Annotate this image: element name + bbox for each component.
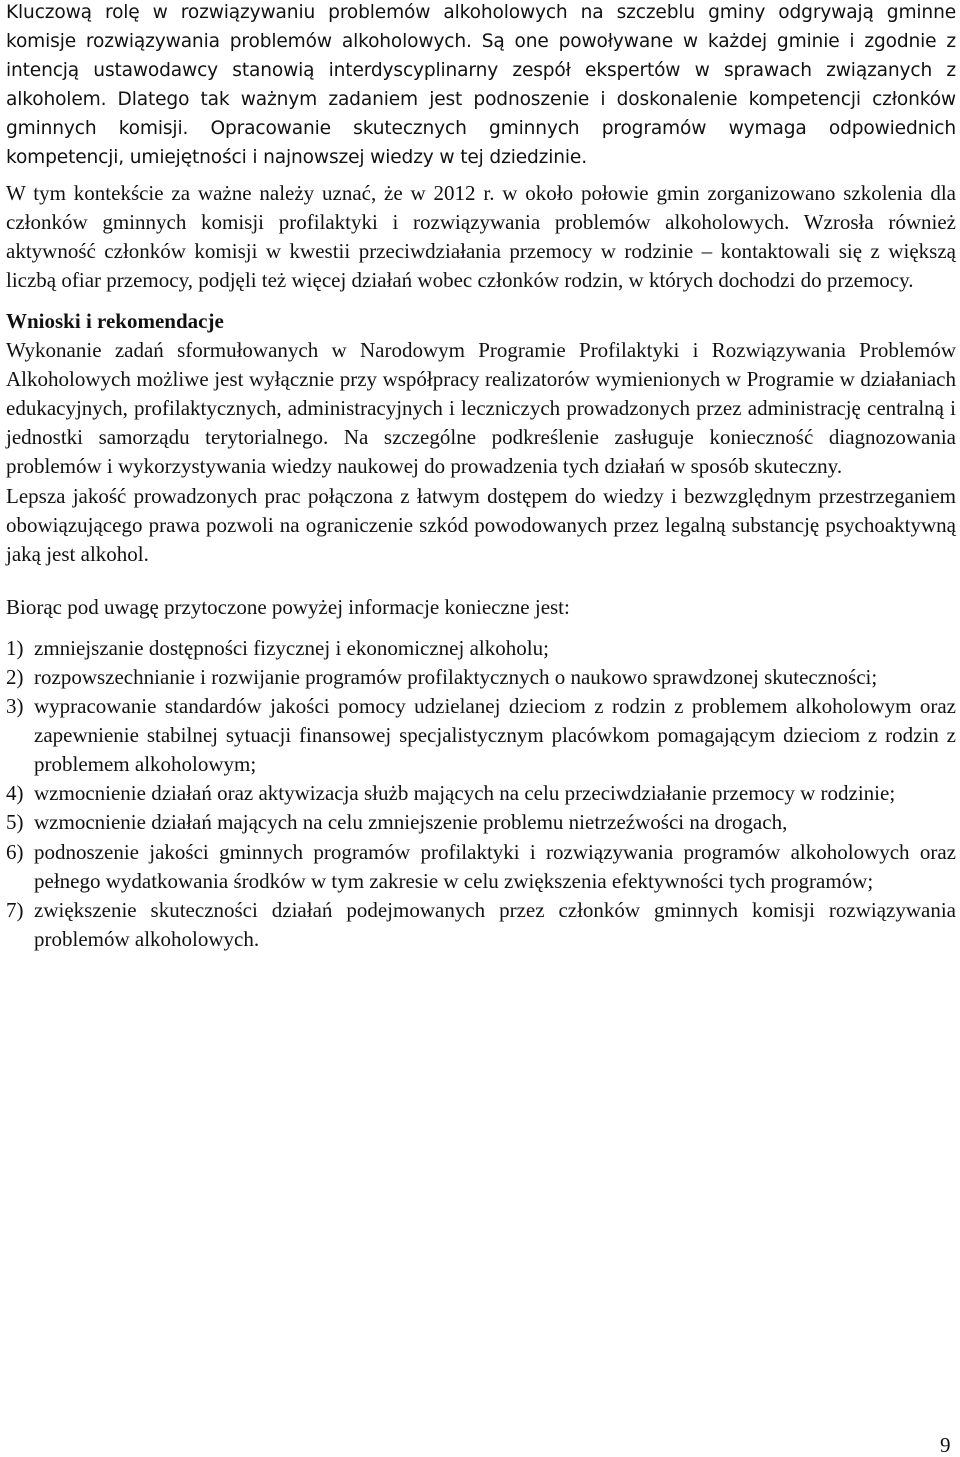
list-item-number: 7) xyxy=(6,897,24,922)
document-page xyxy=(6,0,956,954)
list-item xyxy=(6,634,956,663)
paragraph-intro: Biorąc pod uwagę przytoczone powyżej informacje konieczne jest: xyxy=(6,594,570,619)
list-item xyxy=(6,663,956,692)
section-heading: Wnioski i rekomendacje xyxy=(6,308,224,333)
list-item-number: 4) xyxy=(6,781,24,806)
recommendations-list xyxy=(6,634,956,954)
list-item-number: 2) xyxy=(6,664,24,689)
list-item xyxy=(6,692,956,779)
list-item-text: wypracowanie standardów jakości pomocy udzielanej dzieciom z rodzin z problemem alkoholowym oraz zapewnienie stabilnej sytuacji finansowej specjalistycznym placówkom pomagającym dzieciom z rodzin z problemem alkoholowym; xyxy=(34,694,956,777)
paragraph-quality: Lepsza jakość prowadzonych prac połączona z łatwym dostępem do wiedzy i bezwzględnym przestrzeganiem obowiązującego prawa pozwoli na ograniczenie szkód powodowanych przez legalną substancję psychoaktywną jaką jest alkohol. xyxy=(6,483,956,566)
list-item-text: zwiększenie skuteczności działań podejmowanych przez członków gminnych komisji rozwiązywania problemów alkoholowych. xyxy=(34,897,956,951)
list-item xyxy=(6,896,956,954)
list-item-number: 5) xyxy=(6,810,24,835)
list-item-number: 1) xyxy=(6,635,24,660)
list-item xyxy=(6,838,956,896)
list-item-text: podnoszenie jakości gminnych programów profilaktyki i rozwiązywania programów alkoholowych oraz pełnego wydatkowania środków w tym zakresie w celu zwiększenia efektywności tych programów; xyxy=(34,839,956,893)
list-item-text: wzmocnienie działań mających na celu zmniejszenie problemu nietrzeźwości na drogach, xyxy=(34,810,788,835)
paragraph-commissions: Kluczową rolę w rozwiązywaniu problemów alkoholowych na szczeblu gminy odgrywają gminne komisje rozwiązywania problemów alkoholowych. Są one powoływane w każdej gminie i zgodnie z intencją ustawodawcy stanowią interdyscyplinarny zespół ekspertów w sprawach związanych z alkoholem. Dlatego tak ważnym zadaniem jest podnoszenie i doskonalenie kompetencji członków gminnych komisji. Opracowanie skutecznych gminnych programów wymaga odpowiednich kompetencji, umiejętności i najnowszej wiedzy w tej dziedzinie. xyxy=(6,2,956,169)
list-item xyxy=(6,779,956,808)
list-item-text: zmniejszanie dostępności fizycznej i ekonomicznej alkoholu; xyxy=(34,635,549,660)
list-item-text: rozpowszechnianie i rozwijanie programów profilaktycznych o naukowo sprawdzonej skuteczności; xyxy=(34,664,878,689)
list-item-number: 6) xyxy=(6,839,24,864)
list-item-number: 3) xyxy=(6,694,24,719)
paragraph-training: W tym kontekście za ważne należy uznać, że w 2012 r. w około połowie gmin zorganizowano szkolenia dla członków gminnych komisji profilaktyki i rozwiązywania problemów alkoholowych. Wzrosła również aktywność członków komisji w kwestii przeciwdziałania przemocy w rodzinie – kontaktowali się z większą liczbą ofiar przemocy, podjęli też więcej działań wobec członków rodzin, w których dochodzi do przemocy. xyxy=(6,180,956,292)
paragraph-conclusions: Wykonanie zadań sformułowanych w Narodowym Programie Profilaktyki i Rozwiązywania Problemów Alkoholowych możliwe jest wyłącznie przy współpracy realizatorów wymienionych w Programie w działaniach edukacyjnych, profilaktycznych, administracyjnych i leczniczych prowadzonych przez administrację centralną i jednostki samorządu terytorialnego. Na szczególne podkreślenie zasługuje konieczność diagnozowania problemów i wykorzystywania wiedzy naukowej do prowadzenia tych działań w sposób skuteczny. xyxy=(6,338,956,479)
page-number: 9 xyxy=(940,1433,951,1457)
list-item xyxy=(6,808,956,837)
list-item-text: wzmocnienie działań oraz aktywizacja służb mających na celu przeciwdziałanie przemocy w rodzinie; xyxy=(34,781,896,806)
